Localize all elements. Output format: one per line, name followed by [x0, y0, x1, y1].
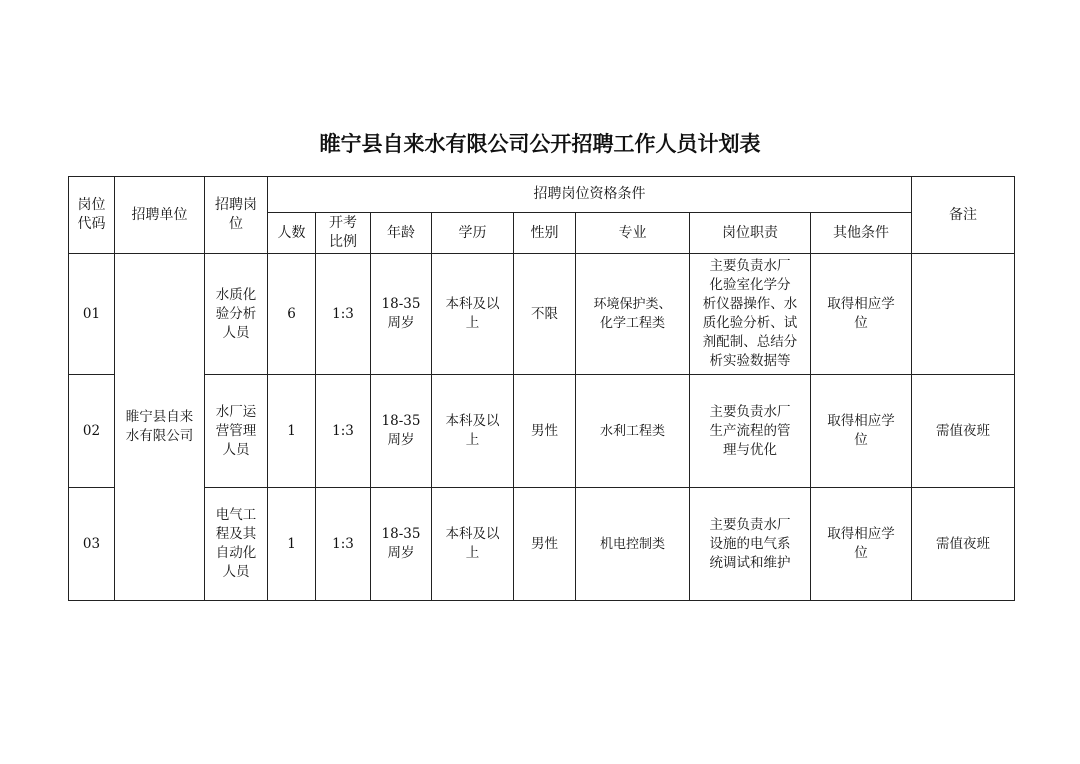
cell-ratio: 1:3	[316, 375, 371, 488]
duty-line: 统调试和维护	[709, 554, 791, 571]
position-line: 程及其	[215, 526, 257, 542]
major-line: 环境保护类、	[593, 297, 672, 312]
age-line: 18-35	[381, 296, 421, 312]
unit-line1: 睢宁县自来	[125, 409, 194, 425]
age-line: 周岁	[387, 315, 415, 331]
duty-line: 主要负责水厂	[709, 258, 791, 274]
age-line: 18-35	[381, 526, 421, 542]
education-line: 本科及以	[445, 526, 500, 542]
position-line: 人员	[222, 441, 250, 458]
cell-position	[205, 488, 268, 601]
position-line: 人员	[222, 564, 250, 580]
cell-duty	[690, 254, 811, 375]
header-unit: 招聘单位	[115, 177, 205, 254]
header-row-1	[69, 177, 1015, 213]
header-education: 学历	[432, 213, 514, 254]
duty-line: 剂配制、总结分	[702, 334, 798, 350]
major-line: 水利工程类	[599, 423, 665, 439]
position-line: 验分析	[215, 305, 257, 322]
cell-age	[371, 375, 432, 488]
cell-remark: 需值夜班	[912, 488, 1015, 601]
header-count: 人数	[268, 213, 316, 254]
age-line: 18-35	[381, 413, 421, 429]
cell-code: 03	[69, 488, 115, 601]
header-major: 专业	[576, 213, 690, 254]
header-qualifications: 招聘岗位资格条件	[268, 177, 912, 213]
table-row	[69, 375, 1015, 488]
duty-line: 设施的电气系	[709, 535, 791, 552]
position-line: 营管理	[215, 422, 257, 439]
cell-count: 1	[268, 488, 316, 601]
age-line: 周岁	[387, 432, 415, 448]
position-line: 水质化	[215, 286, 257, 303]
duty-line: 生产流程的管	[709, 422, 791, 439]
cell-major	[576, 488, 690, 601]
education-line: 本科及以	[445, 296, 500, 312]
other-line: 取得相应学	[827, 526, 895, 542]
other-line: 位	[854, 545, 868, 561]
cell-position	[205, 254, 268, 375]
duty-line: 理与优化	[723, 441, 777, 458]
other-line: 取得相应学	[827, 413, 895, 429]
major-line: 化学工程类	[599, 316, 665, 331]
header-code-line2: 代码	[77, 216, 106, 232]
duty-line: 析实验数据等	[709, 353, 791, 369]
cell-code: 02	[69, 375, 115, 488]
header-gender: 性别	[514, 213, 576, 254]
header-ratio-line1: 开考	[329, 215, 357, 231]
education-line: 上	[465, 315, 480, 331]
cell-gender: 男性	[514, 488, 576, 601]
header-position	[205, 177, 268, 254]
header-age: 年龄	[371, 213, 432, 254]
cell-unit	[115, 254, 205, 601]
cell-count: 6	[268, 254, 316, 375]
cell-major	[576, 375, 690, 488]
cell-education	[432, 488, 514, 601]
header-code	[69, 177, 115, 254]
other-line: 位	[854, 315, 868, 331]
header-code-line1: 岗位	[77, 197, 106, 213]
cell-age	[371, 488, 432, 601]
cell-ratio: 1:3	[316, 488, 371, 601]
age-line: 周岁	[387, 545, 415, 561]
cell-education	[432, 375, 514, 488]
cell-other	[811, 488, 912, 601]
cell-remark	[912, 254, 1015, 375]
header-position-line2: 位	[229, 216, 243, 232]
cell-code: 01	[69, 254, 115, 375]
header-ratio-line2: 比例	[329, 234, 357, 250]
cell-ratio: 1:3	[316, 254, 371, 375]
cell-major	[576, 254, 690, 375]
education-line: 上	[465, 432, 480, 448]
header-other: 其他条件	[811, 213, 912, 254]
cell-gender: 不限	[514, 254, 576, 375]
cell-count: 1	[268, 375, 316, 488]
header-duty: 岗位职责	[690, 213, 811, 254]
position-line: 人员	[222, 324, 250, 341]
cell-position	[205, 375, 268, 488]
duty-line: 化验室化学分	[709, 277, 791, 293]
duty-line: 主要负责水厂	[709, 516, 791, 533]
education-line: 上	[465, 545, 480, 561]
cell-age	[371, 254, 432, 375]
major-line: 机电控制类	[599, 536, 665, 552]
cell-duty	[690, 488, 811, 601]
table-row	[69, 488, 1015, 601]
unit-line2: 水有限公司	[125, 428, 194, 444]
duty-line: 析仪器操作、水	[702, 296, 798, 312]
cell-remark: 需值夜班	[912, 375, 1015, 488]
cell-gender: 男性	[514, 375, 576, 488]
page-title: 睢宁县自来水有限公司公开招聘工作人员计划表	[319, 132, 761, 156]
cell-duty	[690, 375, 811, 488]
cell-other	[811, 254, 912, 375]
recruitment-plan-table	[68, 176, 1015, 601]
header-remark: 备注	[912, 177, 1015, 254]
position-line: 电气工	[215, 507, 257, 523]
cell-education	[432, 254, 514, 375]
header-ratio	[316, 213, 371, 254]
table-row	[69, 254, 1015, 375]
duty-line: 质化验分析、试	[702, 315, 798, 331]
header-position-line1: 招聘岗	[215, 197, 257, 213]
other-line: 取得相应学	[827, 296, 895, 312]
cell-other	[811, 375, 912, 488]
position-line: 水厂运	[215, 403, 257, 420]
position-line: 自动化	[215, 545, 257, 561]
duty-line: 主要负责水厂	[709, 403, 791, 420]
other-line: 位	[854, 432, 868, 448]
education-line: 本科及以	[445, 413, 500, 429]
